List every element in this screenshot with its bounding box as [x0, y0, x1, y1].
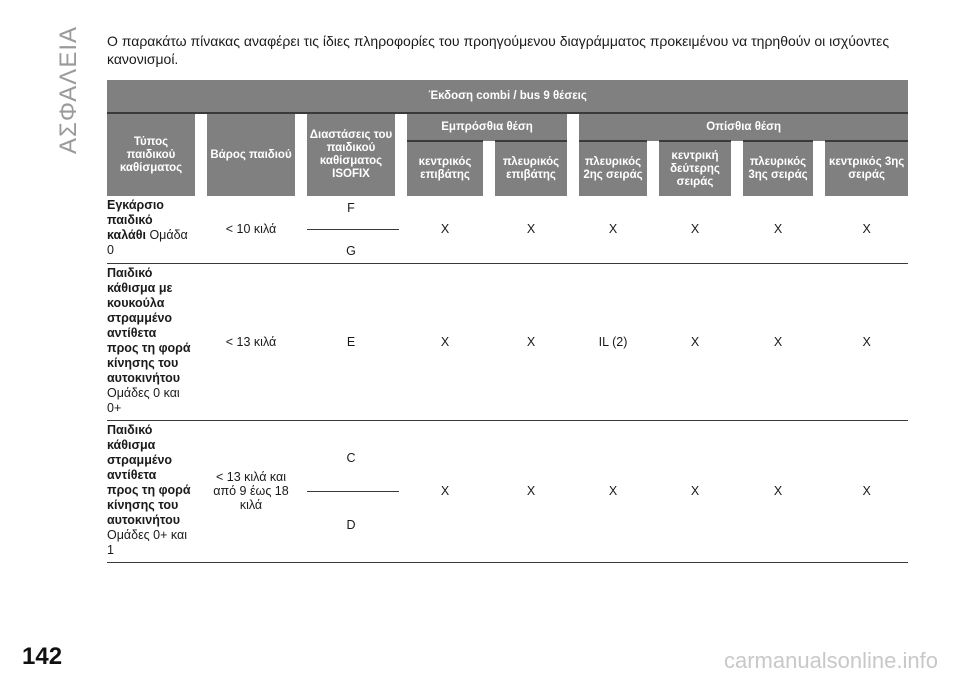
isofix-cell [307, 196, 395, 263]
header-weight: Βάρος παιδιού [207, 113, 295, 196]
child-seat-table [107, 80, 908, 563]
header-gap [731, 141, 743, 196]
header-front-position: Εμπρόσθια θέση [407, 113, 567, 141]
seat-type-cell [107, 263, 195, 420]
position-value: X [407, 196, 483, 263]
position-value: X [579, 420, 647, 562]
isofix-cell: E [307, 263, 395, 420]
weight-cell: < 13 κιλά και από 9 έως 18 κιλά [207, 420, 295, 562]
seat-type-name: Εγκάρσιο παιδικό καλάθι [107, 198, 164, 242]
header-gap [567, 141, 579, 196]
page-number: 142 [22, 643, 63, 670]
position-value: X [743, 196, 813, 263]
isofix-cell [307, 420, 395, 562]
header-rear-position: Οπίσθια θέση [579, 113, 908, 141]
header-position: πλευρικός 2ης σειράς [579, 141, 647, 196]
position-value: X [495, 263, 567, 420]
header-gap [567, 113, 579, 141]
header-type: Τύπος παιδικού καθίσματος [107, 113, 195, 196]
intro-paragraph: Ο παρακάτω πίνακας αναφέρει τις ίδιες πληροφορίες του προηγούμενου διαγράμματος προκειμένου να τηρηθούν οι ισχύοντες κανονισμοί. [107, 33, 890, 67]
isofix-divider [307, 491, 399, 492]
position-value: X [743, 263, 813, 420]
table-title: Έκδοση combi / bus 9 θέσεις [107, 80, 908, 113]
table-row [107, 263, 908, 420]
position-value: X [743, 420, 813, 562]
weight-cell: < 13 κιλά [207, 263, 295, 420]
position-value: X [407, 420, 483, 562]
section-title [52, 20, 86, 160]
seat-type-group: Ομάδα 0 [107, 228, 188, 257]
position-value: X [825, 420, 908, 562]
header-position: πλευρικός 3ης σειράς [743, 141, 813, 196]
isofix-class: G [346, 243, 356, 258]
header-position: κεντρικός 3ης σειράς [825, 141, 908, 196]
header-gap [483, 141, 495, 196]
position-value: X [825, 196, 908, 263]
position-value: X [659, 420, 731, 562]
position-value: X [495, 196, 567, 263]
isofix-class: C [346, 450, 356, 465]
section-title-text: ΑΣΦΑΛΕΙΑ [55, 25, 82, 155]
position-value: IL (2) [579, 263, 647, 420]
table-row [107, 420, 908, 562]
watermark: carmanualsonline.info [723, 648, 938, 673]
header-gap [647, 141, 659, 196]
isofix-divider [307, 229, 399, 230]
header-gap [295, 113, 307, 196]
weight-cell: < 10 κιλά [207, 196, 295, 263]
seat-type-group: Ομάδες 0 και 0+ [107, 385, 180, 415]
position-value: X [825, 263, 908, 420]
header-position: πλευρικός επιβάτης [495, 141, 567, 196]
position-value: X [659, 263, 731, 420]
header-gap [813, 141, 825, 196]
position-value: X [495, 420, 567, 562]
table-row [107, 196, 908, 263]
position-value: X [579, 196, 647, 263]
seat-type-cell [107, 420, 195, 562]
position-value: X [407, 263, 483, 420]
isofix-class: F [347, 200, 355, 215]
seat-type-group: Ομάδες 0+ και 1 [107, 527, 188, 557]
seat-type-cell [107, 196, 195, 263]
seat-type-name: Παιδικό κάθισμα με κουκούλα στραμμένο αντίθετα προς τη φορά κίνησης του αυτοκινήτου [107, 265, 191, 385]
position-value: X [659, 196, 731, 263]
header-position: κεντρική δεύτερης σειράς [659, 141, 731, 196]
header-gap [395, 113, 407, 196]
header-isofix: Διαστάσεις του παιδικού καθίσματος ISOFIX [307, 113, 395, 196]
isofix-class: D [346, 517, 356, 532]
header-position: κεντρικός επιβάτης [407, 141, 483, 196]
header-gap [195, 113, 207, 196]
seat-type-name: Παιδικό κάθισμα στραμμένο αντίθετα προς τη φορά κίνησης του αυτοκινήτου [107, 422, 191, 527]
